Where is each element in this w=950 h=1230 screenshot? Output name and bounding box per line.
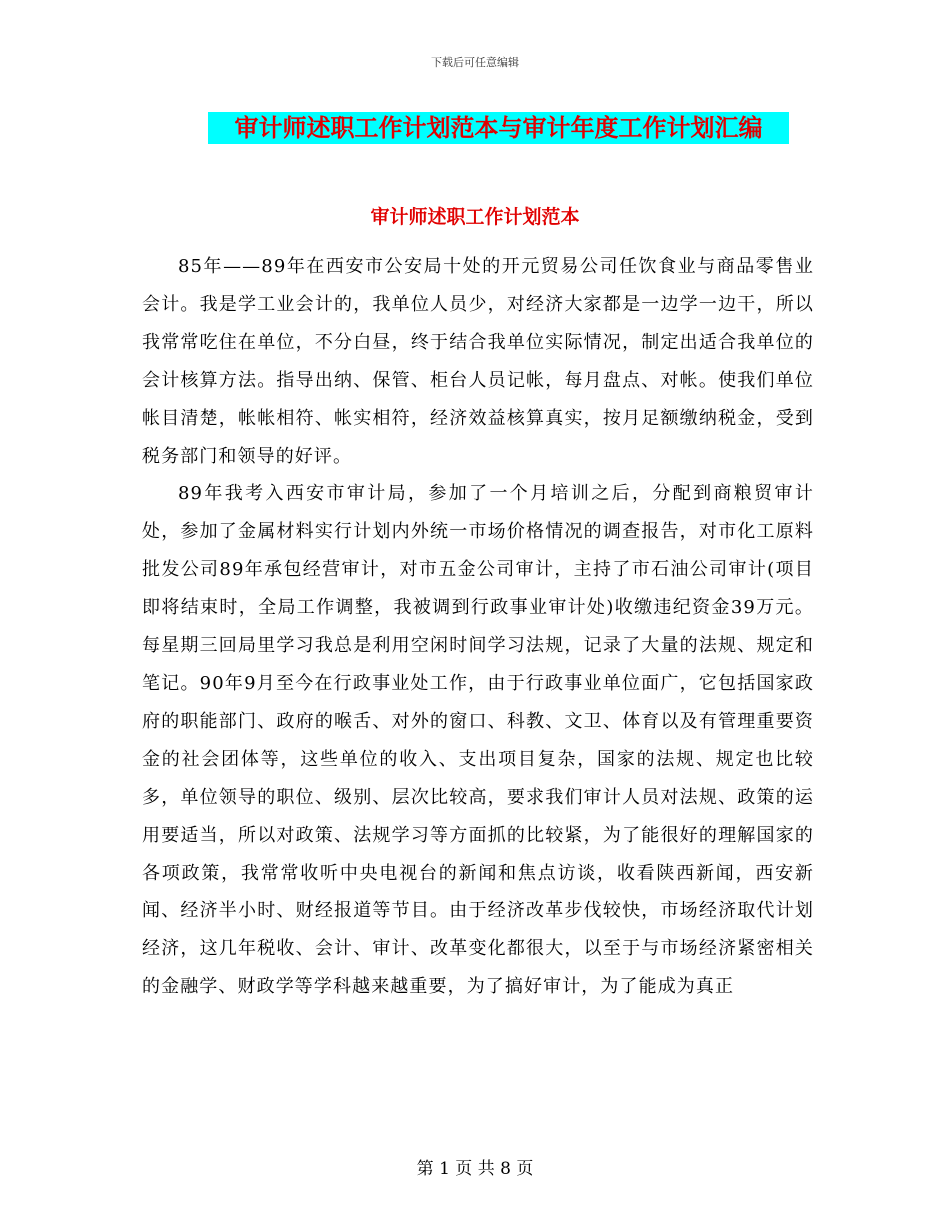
page-number-label: 第 1 页 共 8 页 [416,1159,534,1179]
body-text [142,248,814,1006]
page-footer [0,1154,950,1179]
header-note: 下载后可任意编辑 [431,56,519,69]
paragraph: 89年我考入西安市审计局，参加了一个月培训之后，分配到商粮贸审计处，参加了金属材料实行计划内外统一市场价格情况的调查报告，对市化工原料批发公司89年承包经营审计，对市五金公司审计，主持了市石油公司审计(项目即将结束时，全局工作调整，我被调到行政事业审计处)收缴违纪资金39万元。每星期三回局里学习我总是利用空闲时间学习法规，记录了大量的法规、规定和笔记。90年9月至今在行政事业处工作，由于行政事业单位面广，它包括国家政府的职能部门、政府的喉舌、对外的窗口、科教、文卫、体育以及有管理重要资金的社会团体等，这些单位的收入、支出项目复杂，国家的法规、规定也比较多，单位领导的职位、级别、层次比较高，要求我们审计人员对法规、政策的运用要适当，所以对政策、法规学习等方面抓的比较紧，为了能很好的理解国家的各项政策，我常常收听中央电视台的新闻和焦点访谈，收看陕西新闻，西安新闻、经济半小时、财经报道等节目。由于经济改革步伐较快，市场经济取代计划经济，这几年税收、会计、审计、改革变化都很大，以至于与市场经济紧密相关的金融学、财政学等学科越来越重要，为了搞好审计，为了能成为真正 [142,483,814,998]
section-title: 审计师述职工作计划范本 [370,206,580,228]
paragraph: 85年——89年在西安市公安局十处的开元贸易公司任饮食业与商品零售业会计。我是学工业会计的，我单位人员少，对经济大家都是一边学一边干，所以我常常吃住在单位，不分白昼，终于结合我单位实际情况，制定出适合我单位的会计核算方法。指导出纳、保管、柜台人员记帐，每月盘点、对帐。使我们单位帐目清楚，帐帐相符、帐实相符，经济效益核算真实，按月足额缴纳税金，受到税务部门和领导的好评。 [142,256,814,467]
document-title: 审计师述职工作计划范本与审计年度工作计划汇编 [208,112,789,144]
